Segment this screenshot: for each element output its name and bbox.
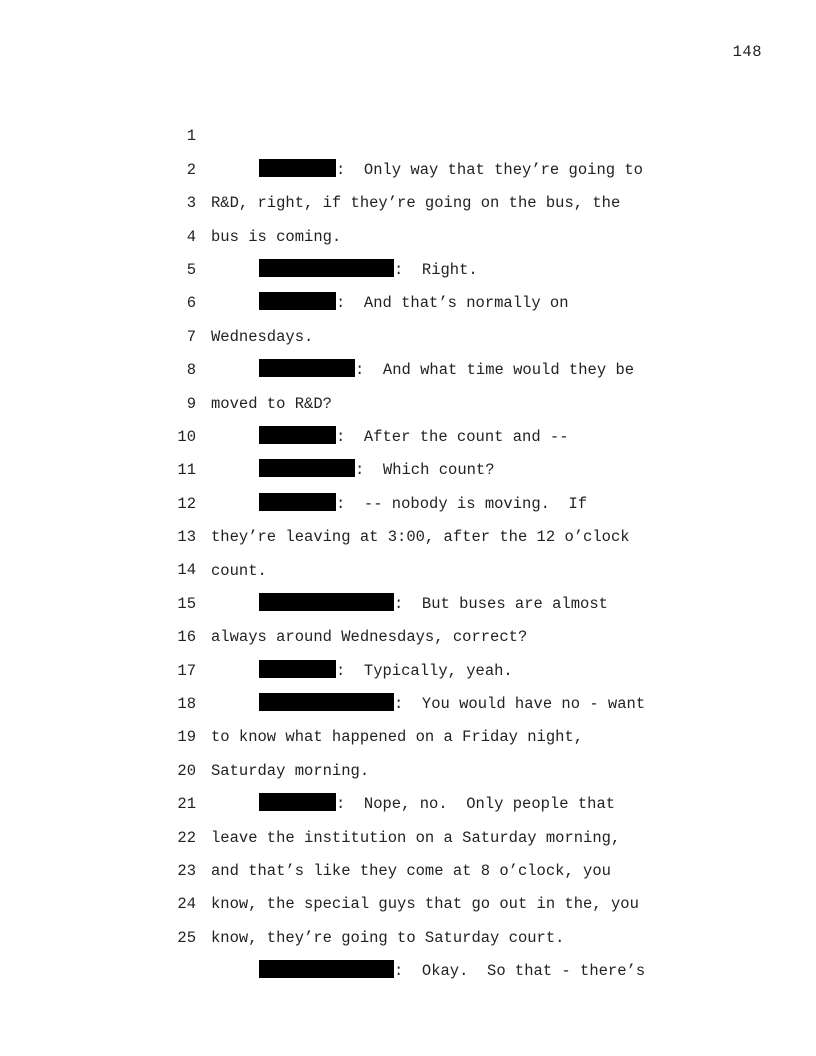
line-number: 18 (177, 695, 196, 714)
line-number: 17 (177, 661, 196, 680)
speaker-text: : And that’s normally on (336, 294, 569, 313)
line-text: they’re leaving at 3:00, after the 12 o’clock (211, 528, 630, 547)
line-number: 13 (177, 528, 196, 547)
speaker-text: : Okay. So that - there’s (394, 962, 646, 981)
line-text: count. (211, 561, 267, 580)
line-number: 25 (177, 928, 196, 947)
line-number: 7 (186, 327, 196, 346)
line-number: 1 (186, 127, 196, 146)
line-text: and that’s like they come at 8 o’clock, you (211, 862, 611, 881)
speaker-text: : Typically, yeah. (336, 661, 513, 680)
line-number: 6 (186, 294, 196, 313)
line-number: 11 (177, 461, 196, 480)
speaker-text: : After the count and -- (336, 427, 569, 446)
line-text: to know what happened on a Friday night, (211, 728, 584, 747)
line-number: 20 (177, 761, 196, 780)
line-number: 3 (186, 194, 196, 213)
speaker-text: : Which count? (355, 461, 495, 480)
line-text: know, the special guys that go out in the, you (211, 895, 639, 914)
line-text: bus is coming. (211, 227, 342, 246)
line-text: know, they’re going to Saturday court. (211, 928, 565, 947)
line-number: 14 (177, 561, 196, 580)
speaker-text: : Nope, no. Only people that (336, 795, 616, 814)
line-number: 4 (186, 227, 196, 246)
page-number: 148 (732, 43, 762, 61)
line-number: 8 (186, 361, 196, 380)
line-text: R&D, right, if they’re going on the bus, the (211, 194, 621, 213)
line-number: 12 (177, 494, 196, 513)
line-number: 24 (177, 895, 196, 914)
speaker-text: : Only way that they’re going to (336, 160, 643, 179)
transcript-line (0, 87, 816, 179)
line-number: 16 (177, 628, 196, 647)
line-number: 10 (177, 427, 196, 446)
transcript-body (0, 87, 816, 981)
line-text: Wednesdays. (211, 327, 314, 346)
line-number: 22 (177, 828, 196, 847)
line-number: 19 (177, 728, 196, 747)
line-text (259, 955, 645, 988)
line-text: moved to R&D? (211, 394, 332, 413)
line-text: always around Wednesdays, correct? (211, 628, 528, 647)
speaker-text: : -- nobody is moving. If (336, 494, 588, 513)
line-number: 9 (186, 394, 196, 413)
line-number: 23 (177, 862, 196, 880)
speaker-text: : And what time would they be (355, 361, 635, 380)
line-text: leave the institution on a Saturday morning, (211, 828, 621, 847)
line-number: 21 (177, 795, 196, 814)
speaker-text: : You would have no - want (394, 695, 646, 714)
speaker-text: : But buses are almost (394, 594, 608, 613)
redaction-bar (259, 960, 394, 978)
line-number: 15 (177, 594, 196, 613)
line-number: 2 (186, 160, 196, 179)
line-number: 5 (186, 260, 196, 279)
line-text: Saturday morning. (211, 761, 370, 780)
speaker-text: : Right. (394, 260, 478, 279)
